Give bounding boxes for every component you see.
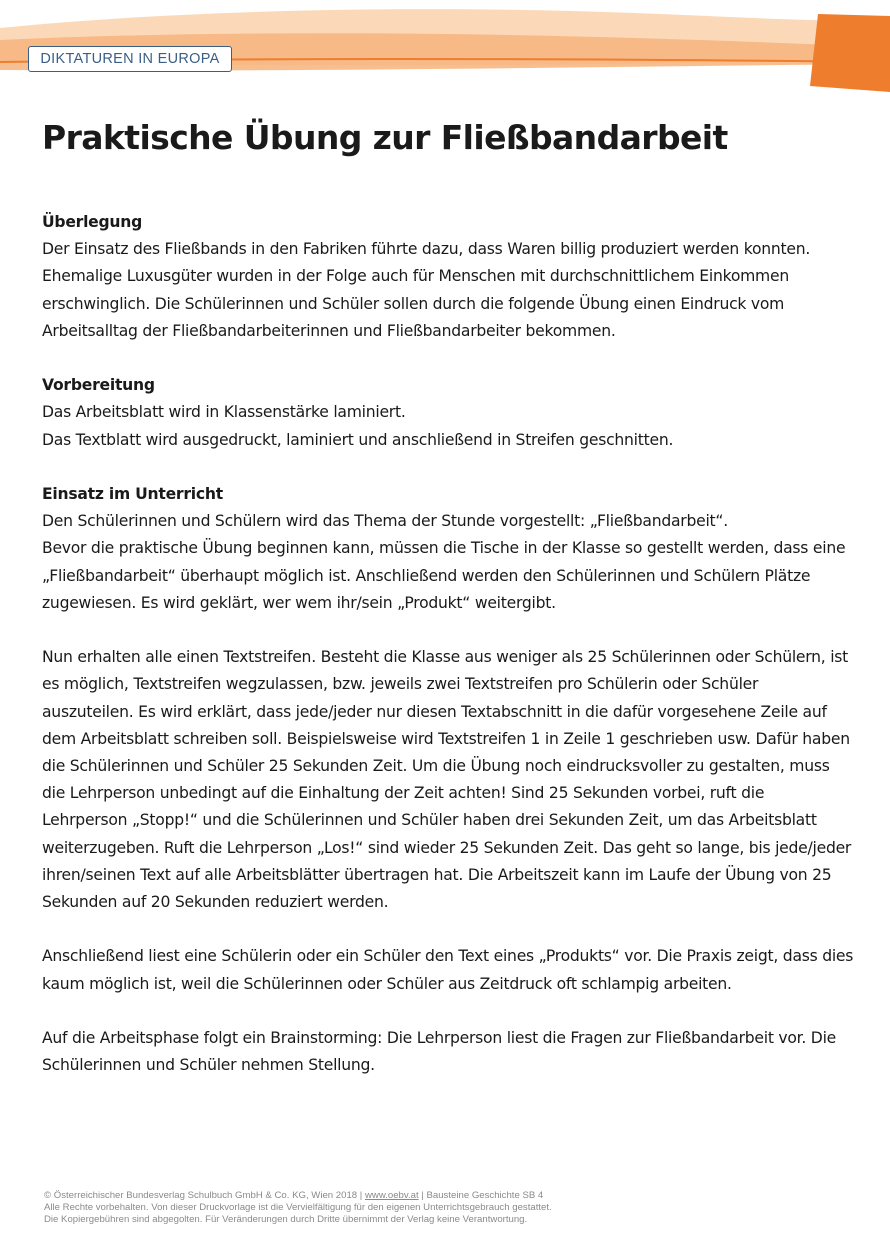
paragraph: Den Schülerinnen und Schülern wird das Thema der Stunde vorgestellt: „Fließbandarbeit“. <box>42 512 728 531</box>
footer-line-3: Die Kopiergebühren sind abgegolten. Für Veränderungen durch Dritte übernimmt der Verlag keine Verantwortung. <box>44 1214 528 1225</box>
section-vorbereitung <box>42 372 854 454</box>
series-label: DIKTATUREN IN EUROPA <box>28 46 232 72</box>
paragraph: Das Arbeitsblatt wird in Klassenstärke laminiert. <box>42 403 406 422</box>
paragraph: Auf die Arbeitsphase folgt ein Brainstorming: Die Lehrperson liest die Fragen zur Fließbandarbeit vor. Die Schülerinnen und Schüler nehmen Stellung. <box>42 1029 836 1075</box>
section-heading: Einsatz im Unterricht <box>42 485 223 503</box>
section-heading: Überlegung <box>42 213 143 231</box>
main-content <box>42 209 854 1107</box>
footer-line-1 <box>44 1190 552 1202</box>
banner-corner-block <box>810 14 890 92</box>
section-ablauf <box>42 644 854 916</box>
section-brainstorming <box>42 1025 854 1079</box>
section-einsatz <box>42 481 854 617</box>
paragraph: Das Textblatt wird ausgedruckt, laminiert und anschließend in Streifen geschnitten. <box>42 430 674 449</box>
footer <box>44 1190 552 1226</box>
page-title: Praktische Übung zur Fließbandarbeit <box>42 118 728 157</box>
paragraph: Nun erhalten alle einen Textstreifen. Besteht die Klasse aus weniger als 25 Schülerinnen oder Schülern, ist es möglich, Textstreifen wegzulassen, bzw. jeweils zwei Textstreifen pro Schülerin oder Schüler auszuteilen. Es wird erklärt, dass jede/jeder nur diesen Textabschnitt in die dafür vorgesehene Zeile auf dem Arbeitsblatt schreiben soll. Beispielsweise wird Textstreifen 1 in Zeile 1 geschrieben usw. Dafür haben die Schülerinnen und Schüler 25 Sekunden Zeit. Um die Übung noch eindrucksvoller zu gestalten, muss die Lehrperson unbedingt auf die Einhaltung der Zeit achten! Sind 25 Sekunden vorbei, ruft die Lehrperson „Stopp!“ und die Schülerinnen und Schüler haben drei Sekunden Zeit, um das Arbeitsblatt weiterzugeben. Ruft die Lehrperson „Los!“ sind wieder 25 Sekunden Zeit. Das geht so lange, bis jede/jeder ihren/seinen Text auf alle Arbeitsblätter übertragen hat. Die Arbeitszeit kann im Laufe der Übung von 25 Sekunden auf 20 Sekunden reduziert werden. <box>42 648 852 912</box>
paragraph: Anschließend liest eine Schülerin oder ein Schüler den Text eines „Produkts“ vor. Die Praxis zeigt, dass dies kaum möglich ist, weil die Schülerinnen oder Schüler aus Zeitdruck oft schlampig arbeiten. <box>42 947 854 993</box>
footer-copyright: © Österreichischer Bundesverlag Schulbuch GmbH & Co. KG, Wien 2018 | <box>44 1190 365 1201</box>
section-ueberlegung <box>42 209 854 345</box>
section-heading: Vorbereitung <box>42 376 155 395</box>
section-auswertung <box>42 943 854 997</box>
footer-line-2: Alle Rechte vorbehalten. Von dieser Druckvorlage ist die Vervielfältigung für den eigenen Unterrichtsgebrauch gestattet. <box>44 1202 552 1213</box>
paragraph: Bevor die praktische Übung beginnen kann, müssen die Tische in der Klasse so gestellt werden, dass eine „Fließbandarbeit“ überhaupt möglich ist. Anschließend werden den Schülerinnen und Schülern Plätze zugewiesen. Es wird geklärt, wer wem ihr/sein „Produkt“ weitergibt. <box>42 539 846 612</box>
publisher-link[interactable]: www.oebv.at <box>364 1190 419 1201</box>
paragraph: Der Einsatz des Fließbands in den Fabriken führte dazu, dass Waren billig produziert werden konnten. Ehemalige Luxusgüter wurden in der Folge auch für Menschen mit durchschnittlichem Einkommen erschwinglich. Die Schülerinnen und Schüler sollen durch die folgende Übung einen Eindruck vom Arbeitsalltag der Fließbandarbeiterinnen und Fließbandarbeiter bekommen. <box>42 240 811 340</box>
footer-book-title: | Bausteine Geschichte SB 4 <box>418 1190 544 1201</box>
